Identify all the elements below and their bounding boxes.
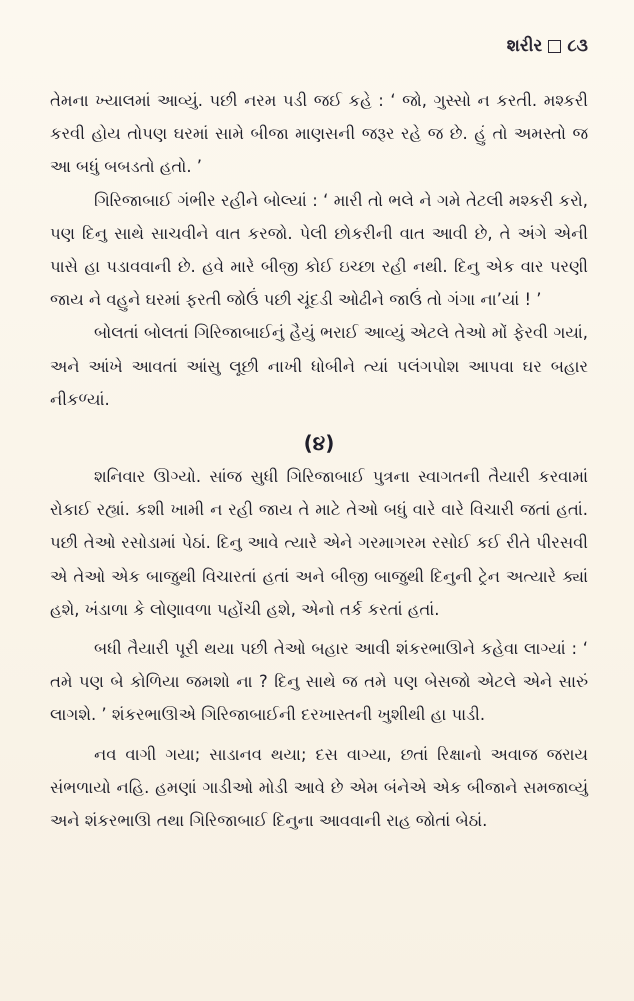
paragraph-6: નવ વાગી ગયા; સાડાનવ થયા; દસ વાગ્યા, છતાં રિક્ષાનો અવાજ જરાય સંભળાયો નહિ. હમણાં ગાડીઓ મોડી આવે છે એમ બંનેએ એક બીજાને સમજાવ્યું અને શંકરભાઊ તથા ગિરિજાબાઈ દિનુના આવવાની રાહ જોતાં બેઠાં. xyxy=(50,744,588,831)
paragraph-1: તેમના ખ્યાલમાં આવ્યું. પછી નરમ પડી જઈ કહે : ‘ જો, ગુસ્સો ન કરતી. મશ્કરી કરવી હોય તોપણ ઘરમાં સામે બીજા માણસની જરૂર રહે જ છે. હું તો અમસ્તો જ આ બધું બબડતો હતો. ’ xyxy=(50,91,588,177)
running-header xyxy=(507,36,588,56)
section-number: (૪) xyxy=(303,431,335,456)
paragraph-3: બોલતાં બોલતાં ગિરિજાબાઈનું હૈયું ભરાઈ આવ્યું એટલે તેઓ મોં ફેરવી ગયાં, અને આંખે આવતાં આંસુ લૂછી નાખી ધોબીને ત્યાં પલંગપોશ આપવા ઘર બહાર નીકળ્યાં. xyxy=(50,323,588,409)
paragraph-5: બધી તૈયારી પૂરી થયા પછી તેઓ બહાર આવી શંકરભાઊને કહેવા લાગ્યાં : ‘ તમે પણ બે કોળિયા જમશો ના ? દિનુ સાથે જ તમે પણ બેસજો એટલે એને સારું લાગશે. ’ શંકરભાઊએ ગિરિજાબાઈની દરખાસ્તની ખુશીથી હા પાડી. xyxy=(50,639,588,725)
body-text xyxy=(50,84,588,837)
paragraph-2: ગિરિજાબાઈ ગંભીર રહીને બોલ્યાં : ‘ મારી તો ભલે ને ગમે તેટલી મશ્કરી કરો, પણ દિનુ સાથે સાચવીને વાત કરજો. પેલી છોકરીની વાત આવી છે, તે અંગે એની પાસે હા પડાવવાની છે. હવે મારે બીજી કોઈ ઇચ્છા રહી નથી. દિનુ એક વાર પરણી જાય ને વહુને ઘરમાં ફરતી જોઉં પછી ચૂંદડી ઓઢીને જાઉં તો ગંગા ના’યાં ! ’ xyxy=(50,190,588,310)
page-number: ૮૩ xyxy=(567,36,588,56)
paragraph-4: શનિવાર ઊગ્યો. સાંજ સુધી ગિરિજાબાઈ પુત્રના સ્વાગતની તૈયારી કરવામાં રોકાઈ રહ્યાં. કશી ખામી ન રહી જાય તે માટે તેઓ બધું વારે વારે વિચારી જતાં હતાં. પછી તેઓ રસોડામાં પેઠાં. દિનુ આવે ત્યારે એને ગરમાગરમ રસોઈ કઈ રીતે પીરસવી એ તેઓ એક બાજુથી વિચારતાં હતાં અને બીજી બાજુથી દિનુની ટ્રેન અત્યારે ક્યાં હશે, ખંડાળા કે લોણાવળા પહોંચી હશે, એનો તર્ક કરતાં હતાં. xyxy=(50,467,588,619)
header-title: શરીર xyxy=(506,36,543,56)
header-square-ornament xyxy=(548,40,561,53)
